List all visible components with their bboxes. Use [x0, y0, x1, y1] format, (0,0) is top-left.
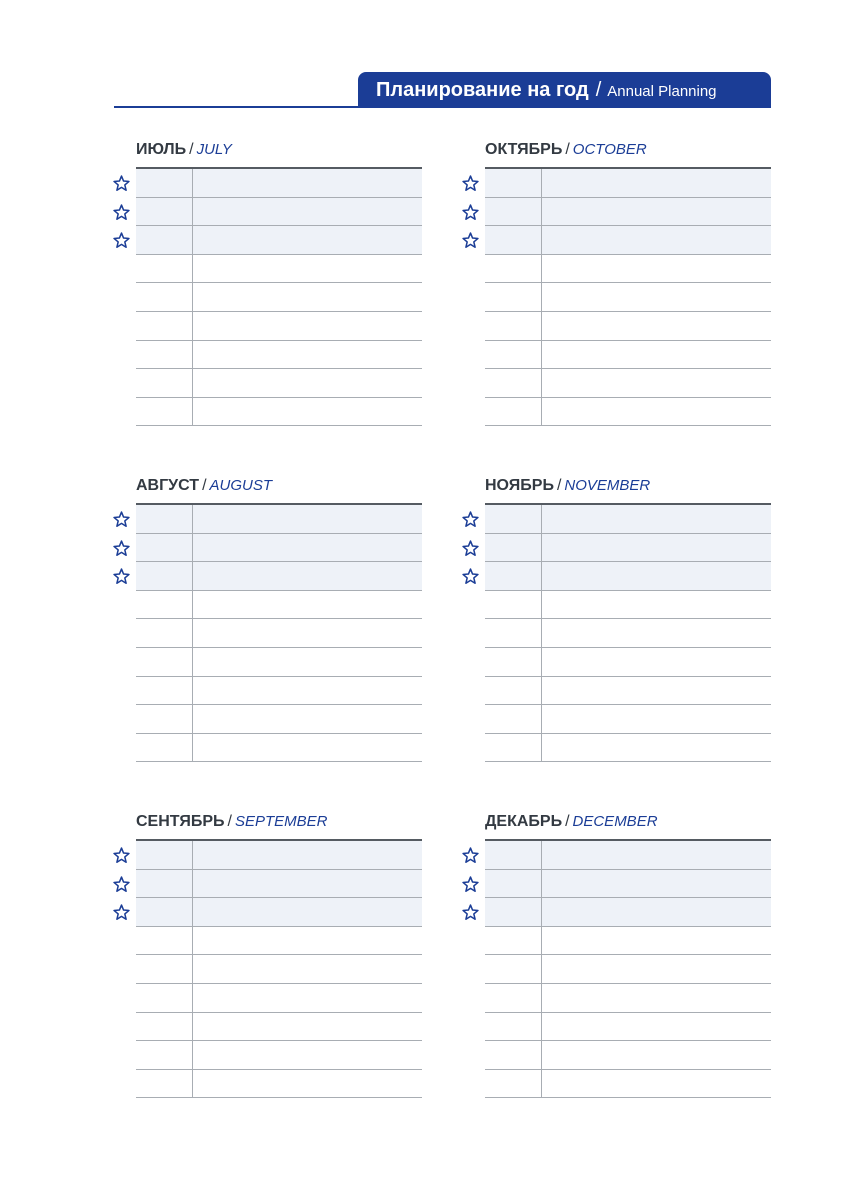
priority-row[interactable]: [136, 898, 422, 927]
task-cell[interactable]: [542, 534, 771, 562]
month-separator: /: [565, 813, 570, 830]
plan-row[interactable]: [485, 619, 771, 648]
month-planning-grid: [485, 167, 771, 426]
task-cell[interactable]: [542, 677, 771, 705]
priority-row[interactable]: [136, 505, 422, 534]
star-icon: [461, 174, 480, 193]
star-icon: [112, 510, 131, 529]
task-cell[interactable]: [193, 955, 422, 983]
date-cell[interactable]: [485, 341, 542, 369]
task-cell[interactable]: [542, 255, 771, 283]
task-cell[interactable]: [542, 648, 771, 676]
plan-row[interactable]: [485, 341, 771, 370]
task-cell[interactable]: [193, 734, 422, 762]
plan-row[interactable]: [485, 648, 771, 677]
month-planning-grid: [136, 839, 422, 1098]
plan-row[interactable]: [136, 591, 422, 620]
plan-row[interactable]: [136, 705, 422, 734]
date-cell[interactable]: [136, 870, 193, 898]
date-cell[interactable]: [485, 398, 542, 426]
date-cell[interactable]: [485, 955, 542, 983]
task-cell[interactable]: [193, 505, 422, 533]
plan-row[interactable]: [485, 255, 771, 284]
month-separator: /: [227, 813, 232, 830]
date-cell[interactable]: [136, 648, 193, 676]
task-cell[interactable]: [542, 283, 771, 311]
date-cell[interactable]: [485, 562, 542, 590]
task-cell[interactable]: [193, 677, 422, 705]
date-cell[interactable]: [485, 198, 542, 226]
month-name-ru: АВГУСТ: [136, 477, 200, 494]
month-separator: /: [202, 477, 207, 494]
date-cell[interactable]: [136, 369, 193, 397]
month-name-en: DECEMBER: [572, 813, 658, 830]
task-cell[interactable]: [193, 619, 422, 647]
date-cell[interactable]: [136, 534, 193, 562]
task-cell[interactable]: [193, 562, 422, 590]
task-cell[interactable]: [542, 562, 771, 590]
date-cell[interactable]: [136, 226, 193, 254]
star-icon: [461, 846, 480, 865]
date-cell[interactable]: [485, 705, 542, 733]
task-cell[interactable]: [542, 505, 771, 533]
month-block-july: [136, 138, 422, 426]
task-cell[interactable]: [542, 226, 771, 254]
date-cell[interactable]: [136, 677, 193, 705]
date-cell[interactable]: [136, 591, 193, 619]
task-cell[interactable]: [542, 369, 771, 397]
priority-row[interactable]: [136, 169, 422, 198]
date-cell[interactable]: [136, 898, 193, 926]
date-cell[interactable]: [136, 312, 193, 340]
task-cell[interactable]: [542, 1070, 771, 1098]
plan-row[interactable]: [485, 398, 771, 427]
task-cell[interactable]: [542, 705, 771, 733]
month-name-ru: ИЮЛЬ: [136, 141, 187, 158]
month-planning-grid: [485, 839, 771, 1098]
priority-row[interactable]: [136, 198, 422, 227]
star-icon: [112, 174, 131, 193]
plan-row[interactable]: [136, 619, 422, 648]
plan-row[interactable]: [485, 984, 771, 1013]
priority-row[interactable]: [136, 226, 422, 255]
date-cell[interactable]: [485, 591, 542, 619]
month-name-en: NOVEMBER: [564, 477, 651, 494]
task-cell[interactable]: [193, 283, 422, 311]
task-cell[interactable]: [193, 341, 422, 369]
date-cell[interactable]: [485, 1013, 542, 1041]
plan-row[interactable]: [136, 955, 422, 984]
star-icon: [112, 231, 131, 250]
plan-row[interactable]: [136, 312, 422, 341]
task-cell[interactable]: [193, 1013, 422, 1041]
date-cell[interactable]: [485, 255, 542, 283]
task-cell[interactable]: [542, 398, 771, 426]
task-cell[interactable]: [542, 955, 771, 983]
date-cell[interactable]: [485, 619, 542, 647]
month-name-en: OCTOBER: [572, 141, 647, 158]
task-cell[interactable]: [542, 312, 771, 340]
star-icon: [461, 567, 480, 586]
priority-row[interactable]: [485, 841, 771, 870]
date-cell[interactable]: [485, 505, 542, 533]
task-cell[interactable]: [193, 398, 422, 426]
task-cell[interactable]: [193, 312, 422, 340]
month-separator: /: [556, 477, 562, 494]
star-icon: [461, 231, 480, 250]
month-name-ru: ОКТЯБРЬ: [485, 141, 563, 158]
date-cell[interactable]: [136, 1070, 193, 1098]
date-cell[interactable]: [485, 1070, 542, 1098]
plan-row[interactable]: [485, 1013, 771, 1042]
header-title-en: Annual Planning: [607, 82, 717, 100]
task-cell[interactable]: [542, 984, 771, 1012]
plan-row[interactable]: [485, 591, 771, 620]
date-cell[interactable]: [136, 619, 193, 647]
plan-row[interactable]: [485, 283, 771, 312]
date-cell[interactable]: [485, 534, 542, 562]
task-cell[interactable]: [193, 898, 422, 926]
star-icon: [112, 567, 131, 586]
month-block-september: [136, 810, 422, 1098]
priority-row[interactable]: [485, 169, 771, 198]
month-planning-grid: [485, 503, 771, 762]
month-name-en: SEPTEMBER: [234, 813, 328, 830]
plan-row[interactable]: [136, 734, 422, 763]
plan-row[interactable]: [485, 677, 771, 706]
date-cell[interactable]: [136, 341, 193, 369]
date-cell[interactable]: [485, 677, 542, 705]
plan-row[interactable]: [485, 312, 771, 341]
task-cell[interactable]: [542, 1013, 771, 1041]
priority-row[interactable]: [485, 226, 771, 255]
date-cell[interactable]: [136, 705, 193, 733]
date-cell[interactable]: [136, 1041, 193, 1069]
star-icon: [461, 510, 480, 529]
date-cell[interactable]: [136, 955, 193, 983]
date-cell[interactable]: [485, 870, 542, 898]
star-icon: [112, 203, 131, 222]
star-icon: [112, 846, 131, 865]
month-name-en: AUGUST: [209, 477, 273, 494]
plan-row[interactable]: [136, 255, 422, 284]
plan-row[interactable]: [485, 734, 771, 763]
date-cell[interactable]: [485, 734, 542, 762]
plan-row[interactable]: [136, 369, 422, 398]
star-icon: [112, 539, 131, 558]
date-cell[interactable]: [136, 734, 193, 762]
month-title: [485, 138, 771, 162]
date-cell[interactable]: [136, 398, 193, 426]
month-block-december: [485, 810, 771, 1098]
priority-row[interactable]: [485, 898, 771, 927]
month-title: [136, 810, 422, 834]
month-title: [485, 474, 771, 498]
task-cell[interactable]: [542, 1041, 771, 1069]
task-cell[interactable]: [542, 341, 771, 369]
plan-row[interactable]: [485, 927, 771, 956]
date-cell[interactable]: [136, 255, 193, 283]
date-cell[interactable]: [485, 283, 542, 311]
task-cell[interactable]: [193, 927, 422, 955]
date-cell[interactable]: [485, 984, 542, 1012]
priority-row[interactable]: [136, 562, 422, 591]
month-planning-grid: [136, 167, 422, 426]
plan-row[interactable]: [136, 1070, 422, 1099]
plan-row[interactable]: [485, 369, 771, 398]
task-cell[interactable]: [193, 169, 422, 197]
header-title-ru: Планирование на год: [376, 78, 589, 101]
plan-row[interactable]: [485, 955, 771, 984]
month-title: [136, 138, 422, 162]
star-icon: [112, 875, 131, 894]
task-cell[interactable]: [193, 255, 422, 283]
task-cell[interactable]: [542, 927, 771, 955]
task-cell[interactable]: [193, 870, 422, 898]
priority-row[interactable]: [485, 198, 771, 227]
month-block-august: [136, 474, 422, 762]
plan-row[interactable]: [136, 283, 422, 312]
plan-row[interactable]: [485, 1070, 771, 1099]
task-cell[interactable]: [542, 841, 771, 869]
date-cell[interactable]: [485, 927, 542, 955]
date-cell[interactable]: [485, 648, 542, 676]
month-planning-grid: [136, 503, 422, 762]
task-cell[interactable]: [193, 534, 422, 562]
date-cell[interactable]: [485, 369, 542, 397]
date-cell[interactable]: [136, 841, 193, 869]
date-cell[interactable]: [485, 898, 542, 926]
priority-row[interactable]: [136, 534, 422, 563]
header-separator: /: [595, 78, 602, 101]
date-cell[interactable]: [136, 169, 193, 197]
date-cell[interactable]: [136, 1013, 193, 1041]
star-icon: [461, 903, 480, 922]
page-header: [358, 72, 771, 108]
month-name-ru: ДЕКАБРЬ: [485, 813, 563, 830]
task-cell[interactable]: [542, 619, 771, 647]
task-cell[interactable]: [193, 841, 422, 869]
month-title: [136, 474, 422, 498]
task-cell[interactable]: [193, 984, 422, 1012]
month-separator: /: [189, 141, 194, 158]
task-cell[interactable]: [542, 870, 771, 898]
month-name-en: JULY: [196, 141, 232, 158]
priority-row[interactable]: [136, 841, 422, 870]
plan-row[interactable]: [136, 648, 422, 677]
plan-row[interactable]: [485, 1041, 771, 1070]
task-cell[interactable]: [193, 591, 422, 619]
task-cell[interactable]: [542, 734, 771, 762]
date-cell[interactable]: [136, 198, 193, 226]
task-cell[interactable]: [193, 369, 422, 397]
month-block-november: [485, 474, 771, 762]
task-cell[interactable]: [542, 898, 771, 926]
task-cell[interactable]: [542, 169, 771, 197]
month-separator: /: [565, 141, 570, 158]
priority-row[interactable]: [485, 534, 771, 563]
star-icon: [461, 875, 480, 894]
task-cell[interactable]: [193, 198, 422, 226]
priority-row[interactable]: [485, 870, 771, 899]
task-cell[interactable]: [193, 1070, 422, 1098]
task-cell[interactable]: [193, 1041, 422, 1069]
star-icon: [461, 539, 480, 558]
month-name-ru: НОЯБРЬ: [485, 477, 554, 494]
task-cell[interactable]: [542, 591, 771, 619]
plan-row[interactable]: [485, 705, 771, 734]
date-cell[interactable]: [485, 312, 542, 340]
task-cell[interactable]: [193, 226, 422, 254]
plan-row[interactable]: [136, 1041, 422, 1070]
date-cell[interactable]: [136, 505, 193, 533]
priority-row[interactable]: [136, 870, 422, 899]
task-cell[interactable]: [193, 648, 422, 676]
priority-row[interactable]: [485, 562, 771, 591]
date-cell[interactable]: [136, 984, 193, 1012]
plan-row[interactable]: [136, 984, 422, 1013]
date-cell[interactable]: [136, 562, 193, 590]
date-cell[interactable]: [485, 169, 542, 197]
task-cell[interactable]: [542, 198, 771, 226]
star-icon: [461, 203, 480, 222]
month-name-ru: СЕНТЯБРЬ: [136, 813, 225, 830]
date-cell[interactable]: [136, 927, 193, 955]
priority-row[interactable]: [485, 505, 771, 534]
plan-row[interactable]: [136, 1013, 422, 1042]
plan-row[interactable]: [136, 677, 422, 706]
star-icon: [112, 903, 131, 922]
plan-row[interactable]: [136, 341, 422, 370]
month-block-october: [485, 138, 771, 426]
plan-row[interactable]: [136, 398, 422, 427]
task-cell[interactable]: [193, 705, 422, 733]
month-title: [485, 810, 771, 834]
date-cell[interactable]: [485, 1041, 542, 1069]
date-cell[interactable]: [136, 283, 193, 311]
plan-row[interactable]: [136, 927, 422, 956]
date-cell[interactable]: [485, 226, 542, 254]
date-cell[interactable]: [485, 841, 542, 869]
